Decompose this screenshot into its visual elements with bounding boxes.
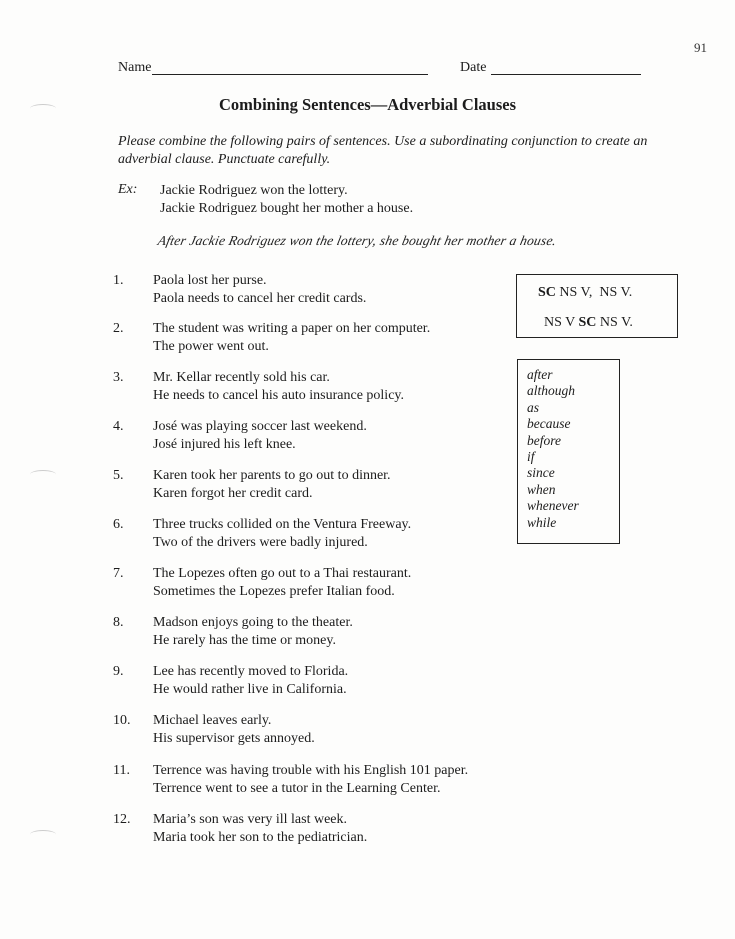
example-line-2: Jackie Rodriguez bought her mother a house. xyxy=(160,201,414,216)
item-line-2: His supervisor gets annoyed. xyxy=(153,731,315,746)
date-label: Date xyxy=(460,60,487,75)
example-sentences xyxy=(160,182,413,218)
item-line-1: Maria’s son was very ill last week. xyxy=(153,812,348,827)
item-number: 10. xyxy=(113,713,131,728)
item-number: 11. xyxy=(113,763,130,778)
item-number: 12. xyxy=(113,812,131,827)
item-line-2: Two of the drivers were badly injured. xyxy=(153,535,368,550)
name-blank-line xyxy=(152,74,428,75)
item-line-2: Maria took her son to the pediatrician. xyxy=(153,830,368,845)
exercise-item xyxy=(113,614,473,654)
item-number: 6. xyxy=(113,517,124,532)
item-line-2: Karen forgot her credit card. xyxy=(153,486,313,501)
conjunction-item: after xyxy=(527,367,553,382)
item-number: 8. xyxy=(113,615,124,630)
exercise-item xyxy=(113,467,473,507)
example-handwritten-answer: After Jackie Rodriguez won the lottery, she bought her mother a house. xyxy=(156,233,559,248)
example-label: Ex: xyxy=(118,182,138,197)
item-number: 9. xyxy=(113,664,124,679)
item-line-2: He needs to cancel his auto insurance policy. xyxy=(153,388,405,403)
exercise-item xyxy=(113,565,473,605)
item-line-1: Michael leaves early. xyxy=(153,713,272,728)
conjunction-item: before xyxy=(527,432,561,448)
item-line-1: Lee has recently moved to Florida. xyxy=(153,664,349,679)
exercise-item xyxy=(113,712,473,752)
item-number: 5. xyxy=(113,468,124,483)
conjunction-item: although xyxy=(527,383,576,399)
item-line-2: José injured his left knee. xyxy=(153,437,296,452)
exercise-item xyxy=(113,516,473,556)
pattern-sc-label: SC xyxy=(578,315,597,330)
pattern-text: NS V. xyxy=(596,315,633,330)
conjunction-item: since xyxy=(527,465,555,481)
exercise-item xyxy=(113,762,473,802)
name-label: Name xyxy=(118,60,152,75)
item-number: 1. xyxy=(113,273,124,288)
exercise-item xyxy=(113,369,473,409)
conjunction-item: when xyxy=(527,481,556,497)
exercise-item xyxy=(113,663,473,703)
pattern-text: NS V, NS V. xyxy=(555,285,633,300)
binder-hole-mark xyxy=(30,470,56,479)
pattern-sc-label: SC xyxy=(538,285,556,300)
exercise-item xyxy=(113,418,473,458)
exercise-item xyxy=(113,320,473,360)
item-number: 2. xyxy=(113,321,124,336)
item-line-1: Mr. Kellar recently sold his car. xyxy=(153,370,330,385)
item-number: 4. xyxy=(113,419,124,434)
pattern-row-2 xyxy=(544,315,633,331)
example-line-1: Jackie Rodriguez won the lottery. xyxy=(160,183,348,198)
item-line-2: He rarely has the time or money. xyxy=(153,633,336,648)
item-line-2: Terrence went to see a tutor in the Learning Center. xyxy=(153,781,441,796)
item-line-1: Terrence was having trouble with his English 101 paper. xyxy=(153,763,469,778)
item-line-1: José was playing soccer last weekend. xyxy=(153,419,367,434)
conjunction-item: whenever xyxy=(527,498,579,514)
conjunction-list xyxy=(518,360,619,531)
conjunction-item: as xyxy=(527,399,540,415)
item-number: 3. xyxy=(113,370,124,385)
item-line-2: Sometimes the Lopezes prefer Italian food. xyxy=(153,584,395,599)
sentence-pattern-box xyxy=(516,274,678,338)
conjunction-item: because xyxy=(527,416,571,432)
conjunction-list-box xyxy=(517,359,620,544)
item-line-1: The Lopezes often go out to a Thai restaurant. xyxy=(153,566,412,581)
item-line-2: He would rather live in California. xyxy=(153,682,347,697)
page-number: 91 xyxy=(694,40,707,55)
instructions: Please combine the following pairs of sentences. Use a subordinating conjunction to create an adverbial clause. Punctuate carefully. xyxy=(118,134,648,167)
exercise-item xyxy=(113,811,473,851)
exercise-item xyxy=(113,272,473,312)
item-line-2: The power went out. xyxy=(153,339,269,354)
pattern-text: NS V xyxy=(544,315,579,330)
page-title: Combining Sentences—Adverbial Clauses xyxy=(218,95,517,114)
date-blank-line xyxy=(491,74,641,75)
item-line-2: Paola needs to cancel her credit cards. xyxy=(153,291,367,306)
conjunction-item: if xyxy=(527,449,535,465)
item-line-1: Madson enjoys going to the theater. xyxy=(153,615,353,630)
item-number: 7. xyxy=(113,566,124,581)
binder-hole-mark xyxy=(30,830,56,839)
item-line-1: The student was writing a paper on her computer. xyxy=(153,321,431,336)
conjunction-item: while xyxy=(527,514,557,530)
item-line-1: Karen took her parents to go out to dinner. xyxy=(153,468,391,483)
binder-hole-mark xyxy=(30,104,56,113)
item-line-1: Three trucks collided on the Ventura Freeway. xyxy=(153,517,412,532)
item-line-1: Paola lost her purse. xyxy=(153,273,267,288)
pattern-row-1 xyxy=(538,285,632,301)
